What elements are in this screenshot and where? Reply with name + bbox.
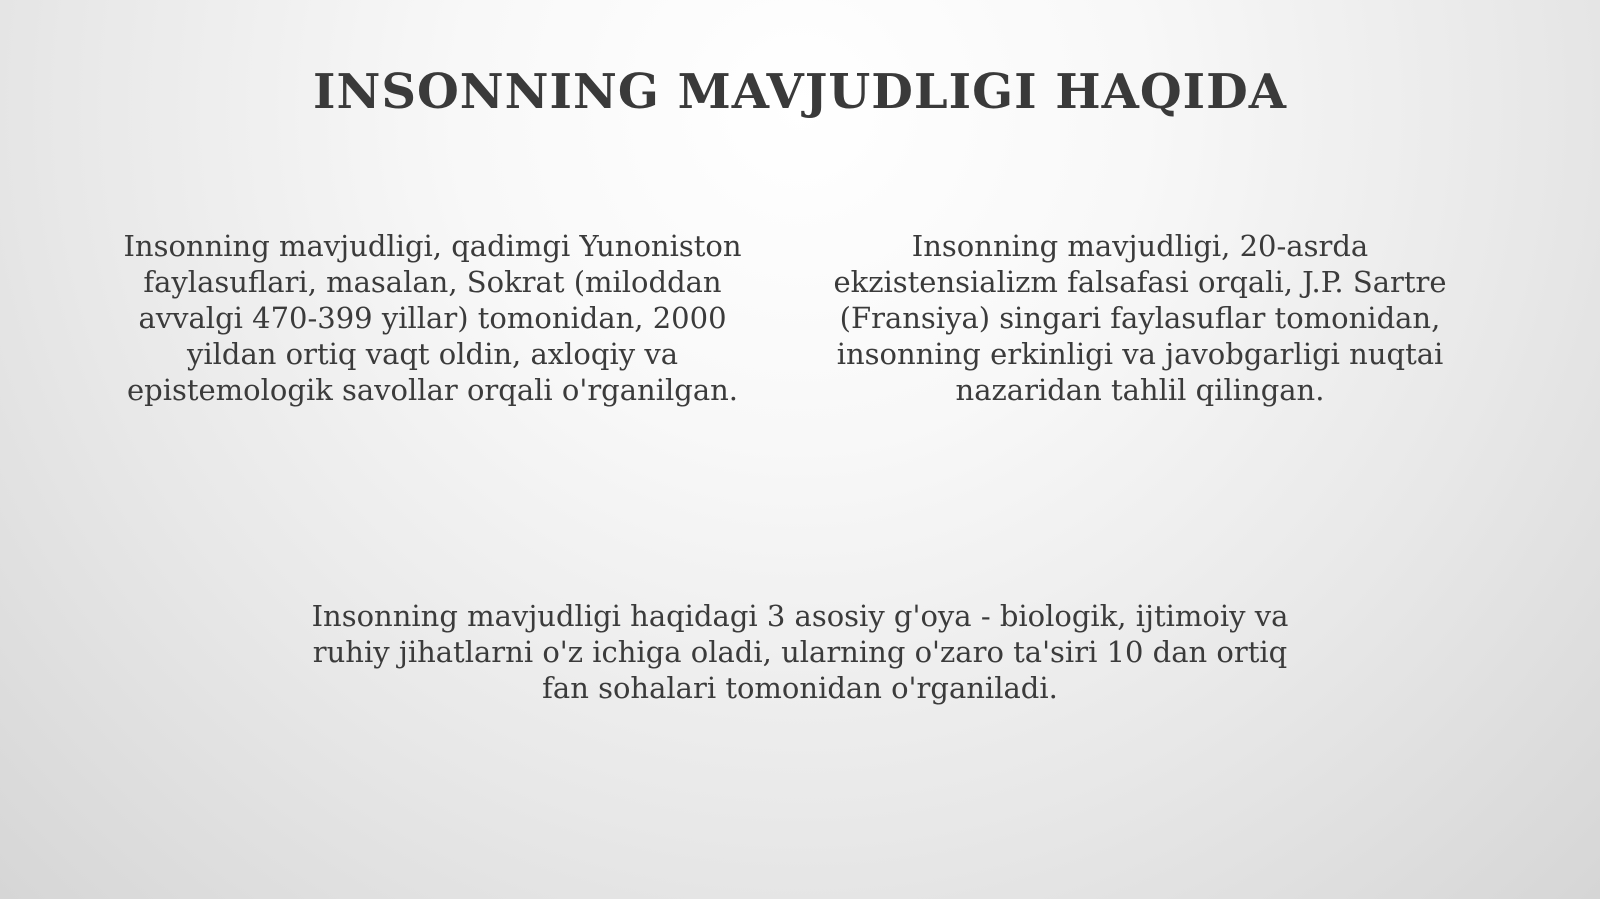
slide-title: INSONNING MAVJUDLIGI HAQIDA: [313, 64, 1287, 120]
right-text-block: Insonning mavjudligi, 20-asrda ekzistensializm falsafasi orqali, J.P. Sartre (Fransiya) singari faylasuflar tomonidan, insonning erkinligi va javobgarligi nuqtai nazaridan tahlil qilingan.: [833, 229, 1447, 407]
left-text-block: Insonning mavjudligi, qadimgi Yunoniston faylasuflari, masalan, Sokrat (miloddan avvalgi 470-399 yillar) tomonidan, 2000 yildan ortiq vaqt oldin, axloqiy va epistemologik savollar orqali o'rganilgan.: [123, 229, 742, 407]
bottom-text-block: Insonning mavjudligi haqidagi 3 asosiy g'oya - biologik, ijtimoiy va ruhiy jihatlarni o'z ichiga oladi, ularning o'zaro ta'siri 10 dan ortiq fan sohalari tomonidan o'rganiladi.: [311, 599, 1289, 705]
